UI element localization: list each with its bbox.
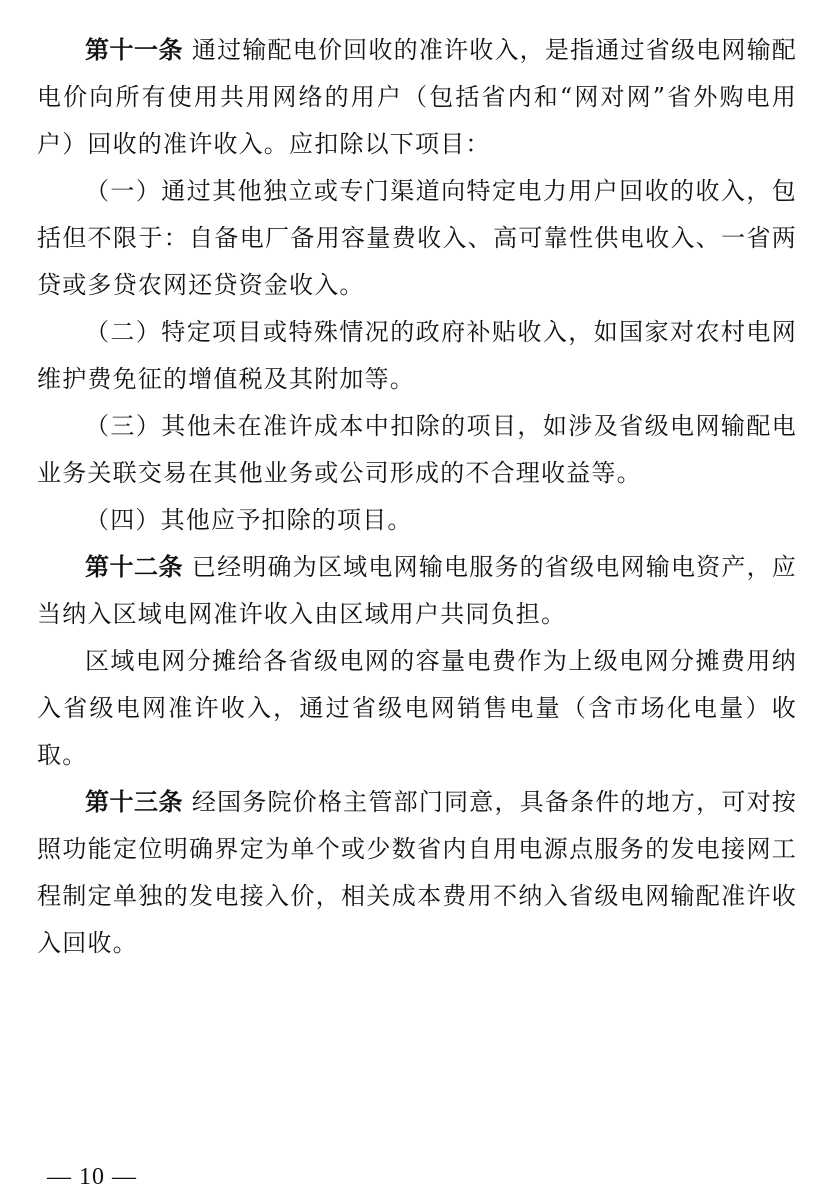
document-body bbox=[37, 27, 797, 967]
item-3-paragraph: （三）其他未在准许成本中扣除的项目，如涉及省级电网输配电业务关联交易在其他业务或公司形成的不合理收益等。 bbox=[37, 412, 797, 487]
article-13-label: 第十三条 bbox=[85, 788, 184, 816]
item-4-paragraph: （四）其他应予扣除的项目。 bbox=[85, 506, 413, 534]
article-11-label: 第十一条 bbox=[85, 36, 184, 64]
article-11-paragraph bbox=[37, 27, 797, 168]
article-12-text: 已经明确为区域电网输电服务的省级电网输电资产，应当纳入区域电网准许收入由区域用户共同负担。 bbox=[37, 553, 797, 628]
article-12-label: 第十二条 bbox=[85, 553, 184, 581]
article-12-paragraph bbox=[37, 544, 797, 638]
article-12-paragraph-2: 区域电网分摊给各省级电网的容量电费作为上级电网分摊费用纳入省级电网准许收入，通过省级电网销售电量（含市场化电量）收取。 bbox=[37, 647, 797, 769]
item-2-paragraph: （二）特定项目或特殊情况的政府补贴收入，如国家对农村电网维护费免征的增值税及其附加等。 bbox=[37, 318, 797, 393]
article-13-paragraph bbox=[37, 779, 797, 967]
page-number: — 10 — bbox=[47, 1164, 137, 1190]
article-13-text: 经国务院价格主管部门同意，具备条件的地方，可对按照功能定位明确界定为单个或少数省内自用电源点服务的发电接网工程制定单独的发电接入价，相关成本费用不纳入省级电网输配准许收入回收。 bbox=[37, 788, 797, 957]
item-1-paragraph: （一）通过其他独立或专门渠道向特定电力用户回收的收入，包括但不限于：自备电厂备用容量费收入、高可靠性供电收入、一省两贷或多贷农网还贷资金收入。 bbox=[37, 177, 797, 299]
article-11-text: 通过输配电价回收的准许收入，是指通过省级电网输配电价向所有使用共用网络的用户（包括省内和“网对网”省外购电用户）回收的准许收入。应扣除以下项目： bbox=[37, 36, 797, 158]
